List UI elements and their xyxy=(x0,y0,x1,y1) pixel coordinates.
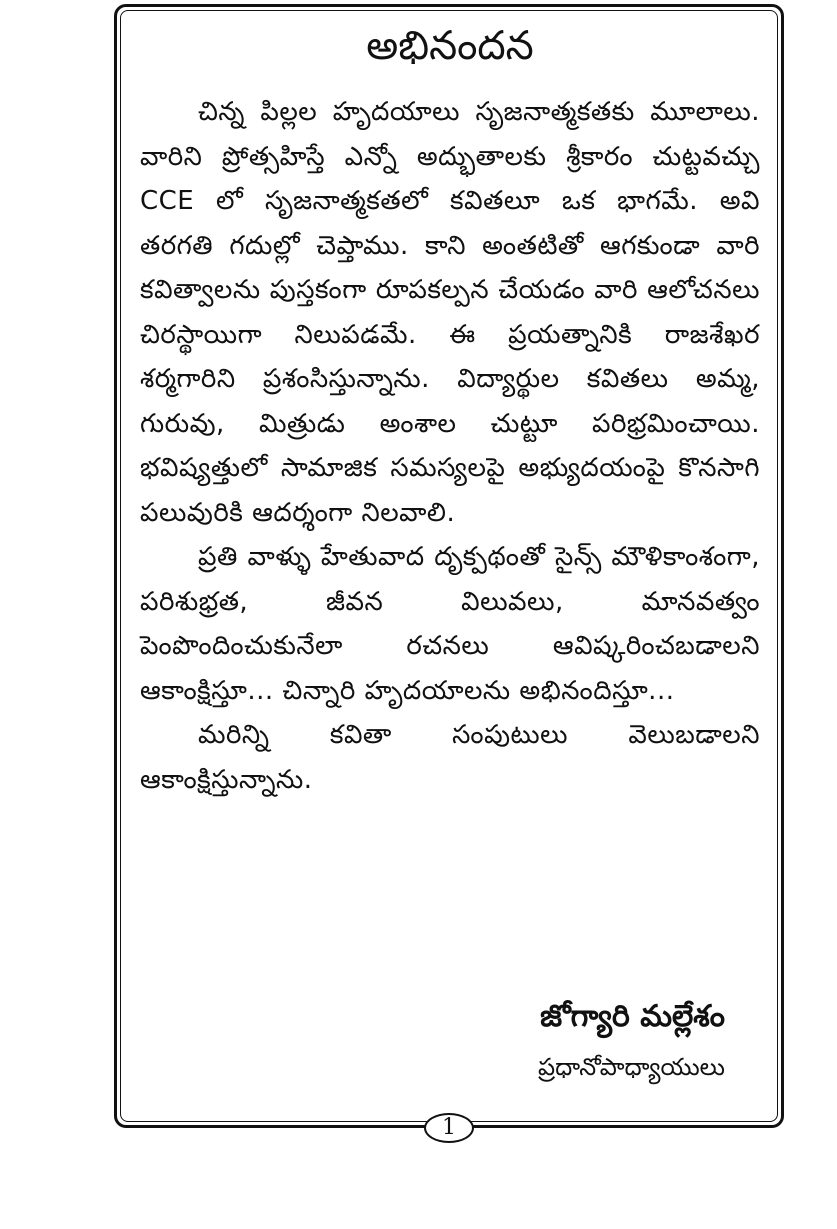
paragraph-2: ప్రతి వాళ్ళు హేతువాద దృక్పథంతో సైన్స్ మౌళికాంశంగా, పరిశుభ్రత, జీవన విలువలు, మానవత్వం పెంపొందించుకునేలా రచనలు ఆవిష్కరించబడాలని ఆకాంక్షిస్తూ... చిన్నారి హృదయాలను అభినందిస్తూ... xyxy=(140,542,760,706)
signature-role: ప్రధానోపాధ్యాయులు xyxy=(538,1053,725,1081)
paragraph-1: చిన్న పిల్లల హృదయాలు సృజనాత్మకతకు మూలాలు. వారిని ప్రోత్సహిస్తే ఎన్నో అద్భుతాలకు శ్రీకారం చుట్టవచ్చు CCE లో సృజనాత్మకతలో కవితలూ ఒక భాగమే. అవి తరగతి గదుల్లో చెప్తాము. కాని అంతటితో ఆగకుండా వారి కవిత్వాలను పుస్తకంగా రూపకల్పన చేయడం వారి ఆలోచనలు చిరస్థాయిగా నిలుపడమే. ఈ ప్రయత్నానికి రాజశేఖర శర్మగారిని ప్రశంసిస్తున్నాను. విద్యార్థుల కవితలు అమ్మ, గురువు, మిత్రుడు అంశాల చుట్టూ పరిభ్రమించాయి. భవిష్యత్తులో సామాజిక సమస్యలపై అభ్యుదయంపై కొనసాగి పలువురికి ఆదర్శంగా నిలవాలి. xyxy=(140,97,760,528)
page-number: 1 xyxy=(424,1113,474,1143)
signature-block xyxy=(538,995,725,1087)
body-text xyxy=(140,90,760,802)
paragraph-3: మరిన్ని కవితా సంపుటులు వెలుబడాలని ఆకాంక్షిస్తున్నాను. xyxy=(140,720,760,795)
signature-name: జోగ్యారి మల్లేశం xyxy=(540,999,725,1034)
page-title: అభినందన xyxy=(366,23,534,69)
